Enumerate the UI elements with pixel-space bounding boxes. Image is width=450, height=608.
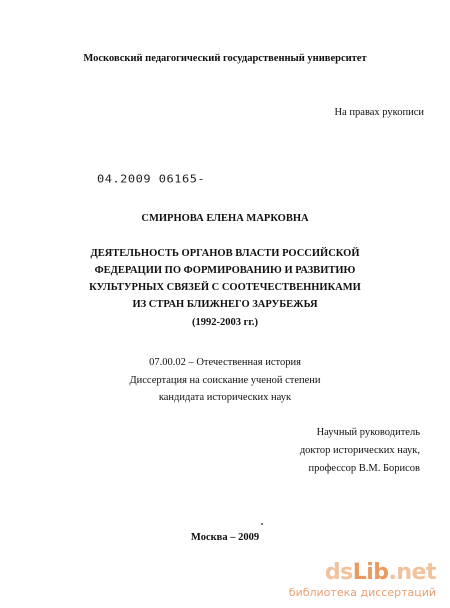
title-years: (1992-2003 гг.) <box>191 317 259 328</box>
rights-note: На правах рукописи <box>334 107 424 118</box>
archive-stamp-code: 04.2009 06165- <box>97 172 206 186</box>
watermark-subtitle: библиотека диссертаций <box>288 586 436 599</box>
title-line: КУЛЬТУРНЫХ СВЯЗЕЙ С СООТЕЧЕСТВЕННИКАМИ <box>89 282 361 293</box>
scan-speck <box>261 523 263 525</box>
specialty-code: 07.00.02 – Отечественная история <box>149 357 301 368</box>
degree-line: кандидата исторических наук <box>158 392 292 403</box>
advisor-degree: доктор исторических наук, <box>299 445 420 456</box>
university-name: Московский педагогический государственный университет <box>83 53 367 64</box>
author-name: СМИРНОВА ЕЛЕНА МАРКОВНА <box>141 213 309 224</box>
city-year: Москва – 2009 <box>190 532 260 543</box>
watermark-site-part: .net <box>388 560 436 585</box>
watermark-site-part: Lib <box>352 560 389 585</box>
dslib-watermark <box>240 561 440 605</box>
advisor-label: Научный руководитель <box>316 427 420 438</box>
watermark-site-part: ds <box>324 560 353 585</box>
title-line: ДЕЯТЕЛЬНОСТЬ ОРГАНОВ ВЛАСТИ РОССИЙСКОЙ <box>90 248 360 259</box>
title-line: ФЕДЕРАЦИИ ПО ФОРМИРОВАНИЮ И РАЗВИТИЮ <box>94 265 356 276</box>
degree-line: Диссертация на соискание ученой степени <box>129 375 321 386</box>
watermark-site-name <box>325 561 436 585</box>
title-line: ИЗ СТРАН БЛИЖНЕГО ЗАРУБЕЖЬЯ <box>132 299 318 310</box>
advisor-name: профессор В.М. Борисов <box>308 463 420 474</box>
